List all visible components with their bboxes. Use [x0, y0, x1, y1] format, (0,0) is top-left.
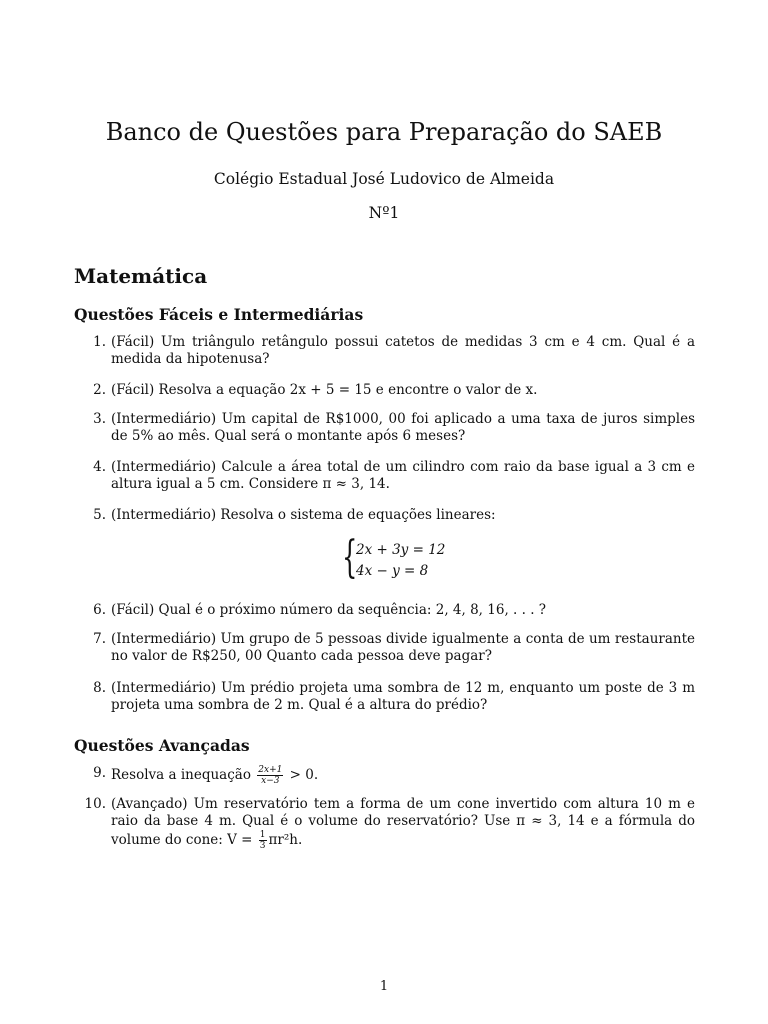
subsection-title-basic: Questões Fáceis e Intermediárias: [74, 305, 364, 324]
question-text: (Intermediário) Um prédio projeta uma sombra de 12 m, enquanto um poste de 3 m projeta uma sombra de 2 m. Qual é a altura do prédio?: [111, 680, 695, 713]
question-text: [111, 796, 695, 851]
question-text: (Fácil) Resolva a equação 2x + 5 = 15 e encontre o valor de x.: [111, 382, 538, 398]
equation-2: 4x − y = 8: [356, 563, 429, 579]
section-title: Matemática: [74, 264, 208, 288]
fraction-denominator: x−3: [261, 776, 280, 786]
question-text-before: (Avançado) Um reservatório tem a forma de um cone invertido com altura 10 m e raio da base 4 m. Qual é o volume do reservatório? Use π ≈ 3, 14 e a fórmula do volume do cone: V =: [111, 796, 695, 848]
question-number: 1.: [93, 334, 106, 350]
subsection-title-advanced: Questões Avançadas: [74, 736, 250, 755]
brace-symbol: {: [342, 532, 358, 583]
question-number: 7.: [93, 631, 106, 647]
fraction-denominator: 3: [259, 841, 266, 851]
question-text-before: Resolva a inequação: [111, 767, 251, 783]
question-number: 6.: [93, 602, 106, 618]
question-number: 10.: [84, 796, 106, 812]
question-number: 2.: [93, 382, 106, 398]
question-text-after: πr²h.: [268, 832, 303, 848]
document-title: Banco de Questões para Preparação do SAEB: [105, 118, 663, 146]
document-number: Nº1: [368, 204, 400, 222]
fraction: [257, 765, 283, 786]
fraction: [259, 830, 267, 851]
fraction-numerator: 2x+1: [258, 765, 283, 775]
question-number: 3.: [93, 411, 106, 427]
question-text: (Fácil) Qual é o próximo número da sequência: 2, 4, 8, 16, . . . ?: [111, 602, 547, 618]
question-number: 9.: [93, 765, 106, 781]
question-text: (Intermediário) Calcule a área total de um cilindro com raio da base igual a 3 cm e altura igual a 5 cm. Considere π ≈ 3, 14.: [111, 459, 695, 492]
question-number: 8.: [93, 680, 106, 696]
question-text: [111, 765, 695, 786]
question-text-after: > 0.: [289, 767, 319, 783]
question-text: (Fácil) Um triângulo retângulo possui catetos de medidas 3 cm e 4 cm. Qual é a medida da hipotenusa?: [111, 334, 695, 367]
page-number: 1: [379, 979, 389, 994]
question-text: (Intermediário) Um capital de R$1000, 00 foi aplicado a uma taxa de juros simples de 5% ao mês. Qual será o montante após 6 meses?: [111, 411, 695, 444]
question-text: (Intermediário) Um grupo de 5 pessoas divide igualmente a conta de um restaurante no valor de R$250, 00 Quanto cada pessoa deve pagar?: [111, 631, 695, 664]
question-number: 5.: [93, 507, 106, 523]
equation-system: [342, 532, 462, 584]
question-number: 4.: [93, 459, 106, 475]
fraction-numerator: 1: [259, 830, 266, 840]
equation-1: 2x + 3y = 12: [356, 542, 446, 558]
question-text: (Intermediário) Resolva o sistema de equações lineares:: [111, 507, 496, 523]
school-name: Colégio Estadual José Ludovico de Almeida: [213, 170, 555, 188]
